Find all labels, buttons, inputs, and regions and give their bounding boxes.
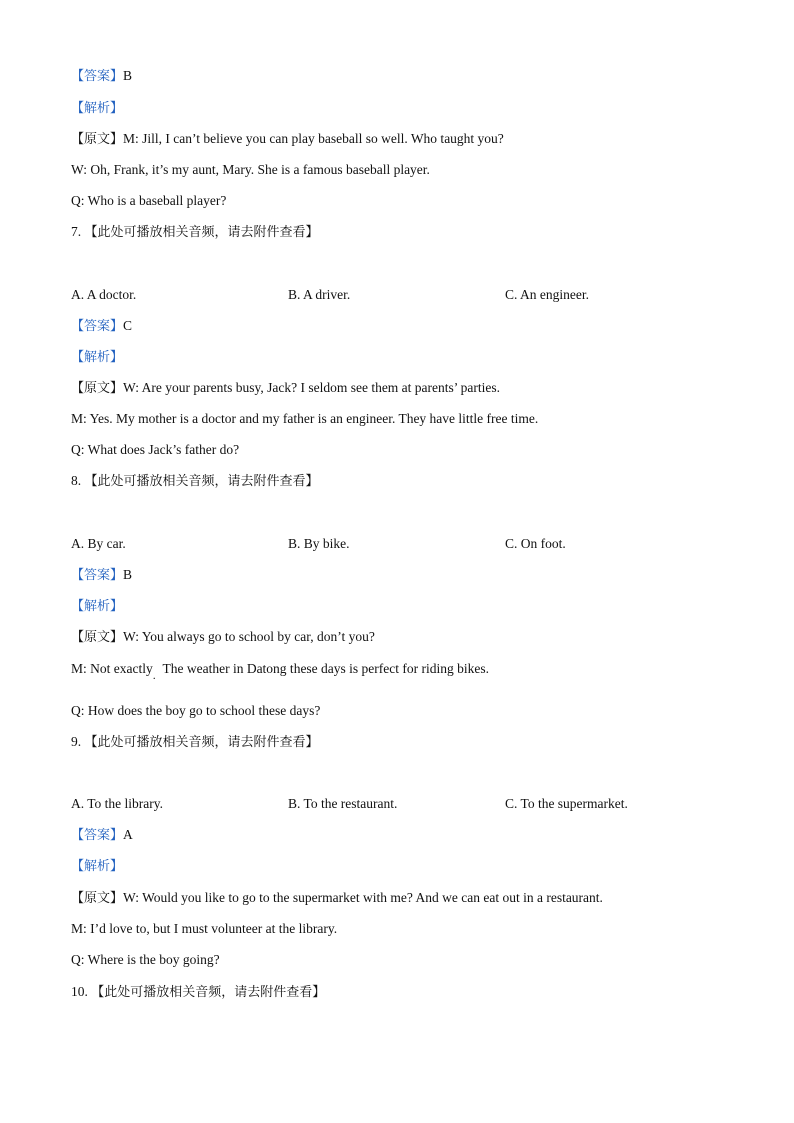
audio-note: 【此处可播放相关音频，请去附件查看】	[84, 225, 319, 240]
analysis-line-q6	[71, 99, 123, 118]
answer-line-q7	[71, 317, 132, 336]
audio-note: 【此处可播放相关音频，请去附件查看】	[91, 985, 326, 1000]
answer-tag: 【答案】	[71, 568, 124, 583]
transcript-text: W: Are your parents busy, Jack? I seldom see them at parents’ parties.	[123, 380, 501, 395]
transcript-part: The weather in Datong these days is perfect for riding bikes.	[162, 661, 490, 676]
original-line-q8	[71, 628, 375, 647]
option-b-q8: B. By bike.	[288, 536, 350, 551]
original-tag: 【原文】	[71, 132, 124, 147]
original-line-q9	[71, 889, 603, 908]
transcript-line	[71, 660, 490, 682]
original-tag: 【原文】	[71, 381, 124, 396]
answer-value: B	[123, 68, 133, 83]
transcript-text: W: You always go to school by car, don’t you?	[123, 629, 375, 644]
option-a-q8: A. By car.	[71, 536, 126, 551]
original-tag: 【原文】	[71, 630, 124, 645]
question-header-q9	[71, 733, 319, 752]
answer-line-q8	[71, 566, 132, 585]
transcript-line: W: Oh, Frank, it’s my aunt, Mary. She is a famous baseball player.	[71, 162, 430, 177]
option-c-q8: C. On foot.	[505, 536, 566, 551]
audio-note: 【此处可播放相关音频，请去附件查看】	[84, 735, 319, 750]
answer-value: B	[123, 567, 133, 582]
question-number: 8.	[71, 473, 82, 488]
analysis-tag: 【解析】	[71, 350, 124, 365]
question-line: Q: What does Jack’s father do?	[71, 442, 240, 457]
answer-line-q6	[71, 67, 132, 86]
analysis-tag: 【解析】	[71, 859, 124, 874]
question-line: Q: How does the boy go to school these days?	[71, 703, 321, 718]
transcript-part: M: Not exactly	[71, 661, 153, 676]
period-mark: .	[152, 668, 156, 682]
answer-tag: 【答案】	[71, 319, 124, 334]
answer-value: A	[123, 827, 133, 842]
option-c-q9: C. To the supermarket.	[505, 796, 628, 811]
analysis-line-q7	[71, 348, 123, 367]
option-c-q7: C. An engineer.	[505, 287, 589, 302]
transcript-line: M: Yes. My mother is a doctor and my father is an engineer. They have little free time.	[71, 411, 539, 426]
transcript-text: W: Would you like to go to the supermarket with me? And we can eat out in a restaurant.	[123, 890, 603, 905]
question-number: 9.	[71, 734, 82, 749]
analysis-tag: 【解析】	[71, 101, 124, 116]
question-header-q8	[71, 472, 319, 491]
transcript-line: M: I’d love to, but I must volunteer at the library.	[71, 921, 338, 936]
transcript-text: M: Jill, I can’t believe you can play baseball so well. Who taught you?	[123, 131, 504, 146]
question-line: Q: Where is the boy going?	[71, 952, 220, 967]
answer-tag: 【答案】	[71, 69, 124, 84]
answer-line-q9	[71, 826, 133, 845]
original-line-q7	[71, 379, 500, 398]
original-line-q6	[71, 130, 504, 149]
audio-note: 【此处可播放相关音频，请去附件查看】	[84, 474, 319, 489]
question-number: 10.	[71, 984, 88, 999]
question-header-q10	[71, 983, 325, 1002]
option-a-q7: A. A doctor.	[71, 287, 137, 302]
option-b-q9: B. To the restaurant.	[288, 796, 398, 811]
question-number: 7.	[71, 224, 82, 239]
option-b-q7: B. A driver.	[288, 287, 351, 302]
question-line: Q: Who is a baseball player?	[71, 193, 227, 208]
analysis-line-q9	[71, 857, 123, 876]
answer-tag: 【答案】	[71, 828, 124, 843]
analysis-line-q8	[71, 597, 123, 616]
answer-value: C	[123, 318, 133, 333]
original-tag: 【原文】	[71, 891, 124, 906]
analysis-tag: 【解析】	[71, 599, 124, 614]
question-header-q7	[71, 223, 319, 242]
option-a-q9: A. To the library.	[71, 796, 164, 811]
